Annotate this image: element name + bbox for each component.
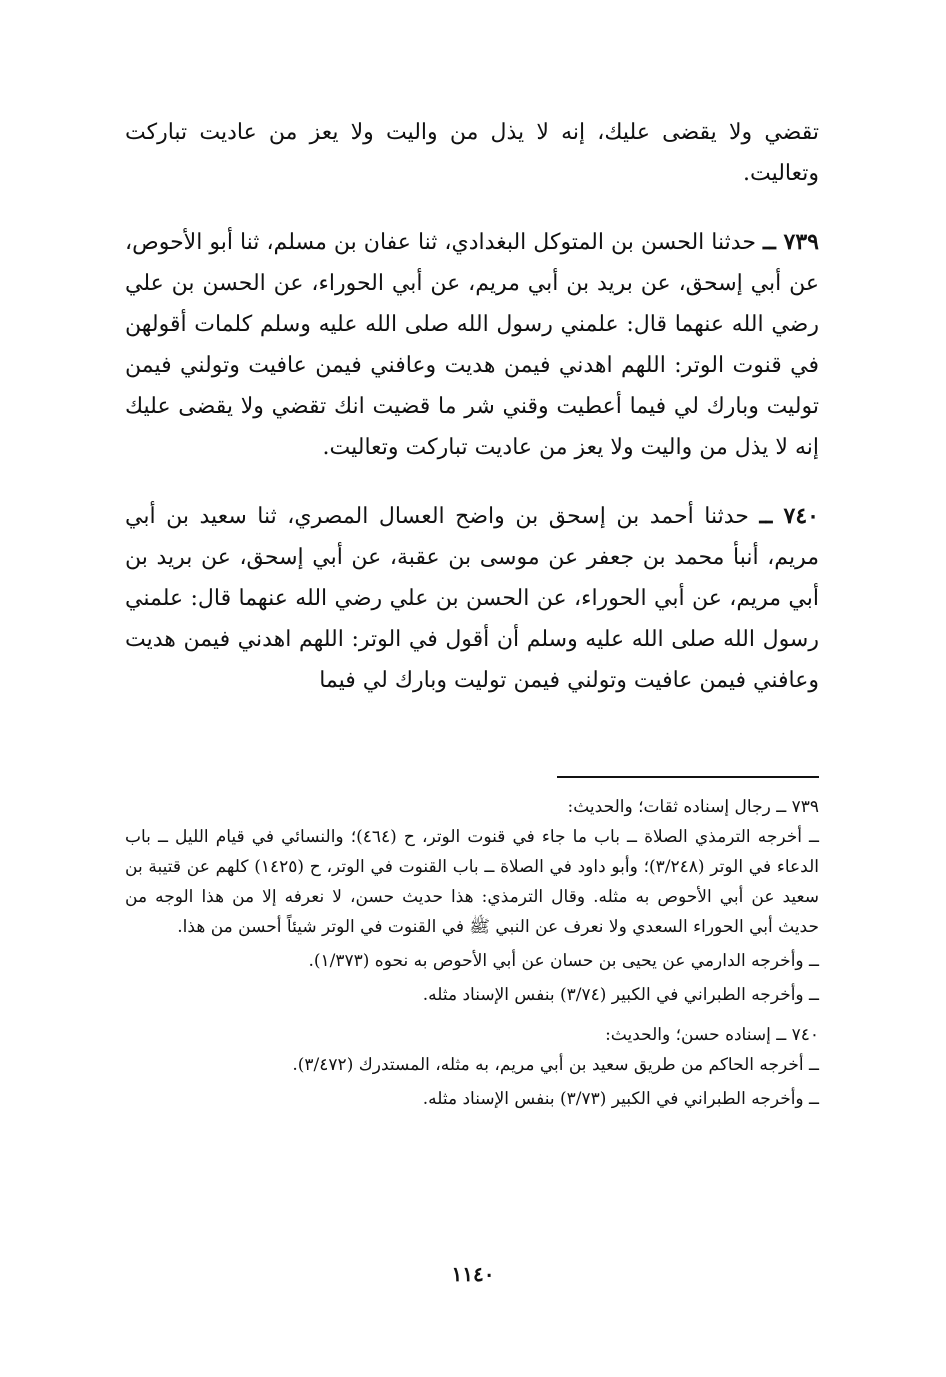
footnote-739 [125,792,819,1010]
hadith-number: ٧٣٩ ــ [762,229,819,255]
main-text [125,112,819,701]
footnote-item: ــ وأخرجه الطبراني في الكبير (٣/٧٤) بنفس الإسناد مثله. [422,985,819,1005]
footnote-divider [557,776,819,778]
footnote-item: ــ وأخرجه الدارمي عن يحيى بن حسان عن أبي الأحوص به نحوه (١/٣٧٣). [308,951,819,971]
hadith-740 [125,496,819,701]
footnote-item: ــ أخرجه الحاكم من طريق سعيد بن أبي مريم، به مثله، المستدرك (٣/٤٧٢). [292,1055,819,1075]
hadith-number: ٧٤٠ ــ [759,503,819,529]
footnote-item: ــ وأخرجه الطبراني في الكبير (٣/٧٣) بنفس الإسناد مثله. [422,1089,819,1109]
footnote-item: ــ أخرجه الترمذي الصلاة ــ باب ما جاء في قنوت الوتر، ح (٤٦٤)؛ والنسائي في قيام الليل ــ باب الدعاء في الوتر (٣/٢٤٨)؛ وأبو داود في الصلاة ــ باب القنوت في الوتر، ح (١٤٢٥) كلهم عن قتيبة بن سعيد عن أبي الأحوص به مثله. وقال الترمذي: هذا حديث حسن، لا نعرفه إلا من هذا الوجه من حديث أبي الحوراء السعدي ولا نعرف عن النبي ﷺ في القنوت في الوتر شيئاً أحسن من هذا. [125,827,819,937]
paragraph-continuation [125,112,819,194]
page-number: ١١٤٠ [451,1262,495,1286]
footnote-heading: ٧٤٠ ــ إسناده حسن؛ والحديث: [605,1025,819,1045]
footnote-740 [125,1020,819,1114]
paragraph-text: تقضي ولا يقضى عليك، إنه لا يذل من واليت ولا يعز من عاديت تباركت وتعاليت. [125,120,819,186]
footnote-heading: ٧٣٩ ــ رجال إسناده ثقات؛ والحديث: [567,797,819,817]
paragraph-text: حدثنا أحمد بن إسحق بن واضح العسال المصري، ثنا سعيد بن أبي مريم، أنبأ محمد بن جعفر عن موسى بن عقبة، عن أبي إسحق، عن بريد بن أبي مريم، عن أبي الحوراء، عن الحسن بن علي رضي الله عنهما قال: علمني رسول الله صلى الله عليه وسلم أن أقول في الوتر: اللهم اهدني فيمن هديت وعافني فيمن عافيت وتولني فيمن توليت وبارك لي فيما [125,504,819,693]
page-body [125,112,819,701]
hadith-739 [125,222,819,468]
paragraph-text: حدثنا الحسن بن المتوكل البغدادي، ثنا عفان بن مسلم، ثنا أبو الأحوص، عن أبي إسحق، عن بريد بن أبي مريم، عن أبي الحوراء، عن الحسن بن علي رضي الله عنهما قال: علمني رسول الله صلى الله عليه وسلم كلمات أقولهن في قنوت الوتر: اللهم اهدني فيمن هديت وعافني فيمن عافيت وتولني فيمن توليت وبارك لي فيما أعطيت وقني شر ما قضيت انك تقضي ولا يقضى عليك إنه لا يذل من واليت ولا يعز من عاديت تباركت وتعاليت. [125,230,819,460]
footnotes [125,792,819,1114]
